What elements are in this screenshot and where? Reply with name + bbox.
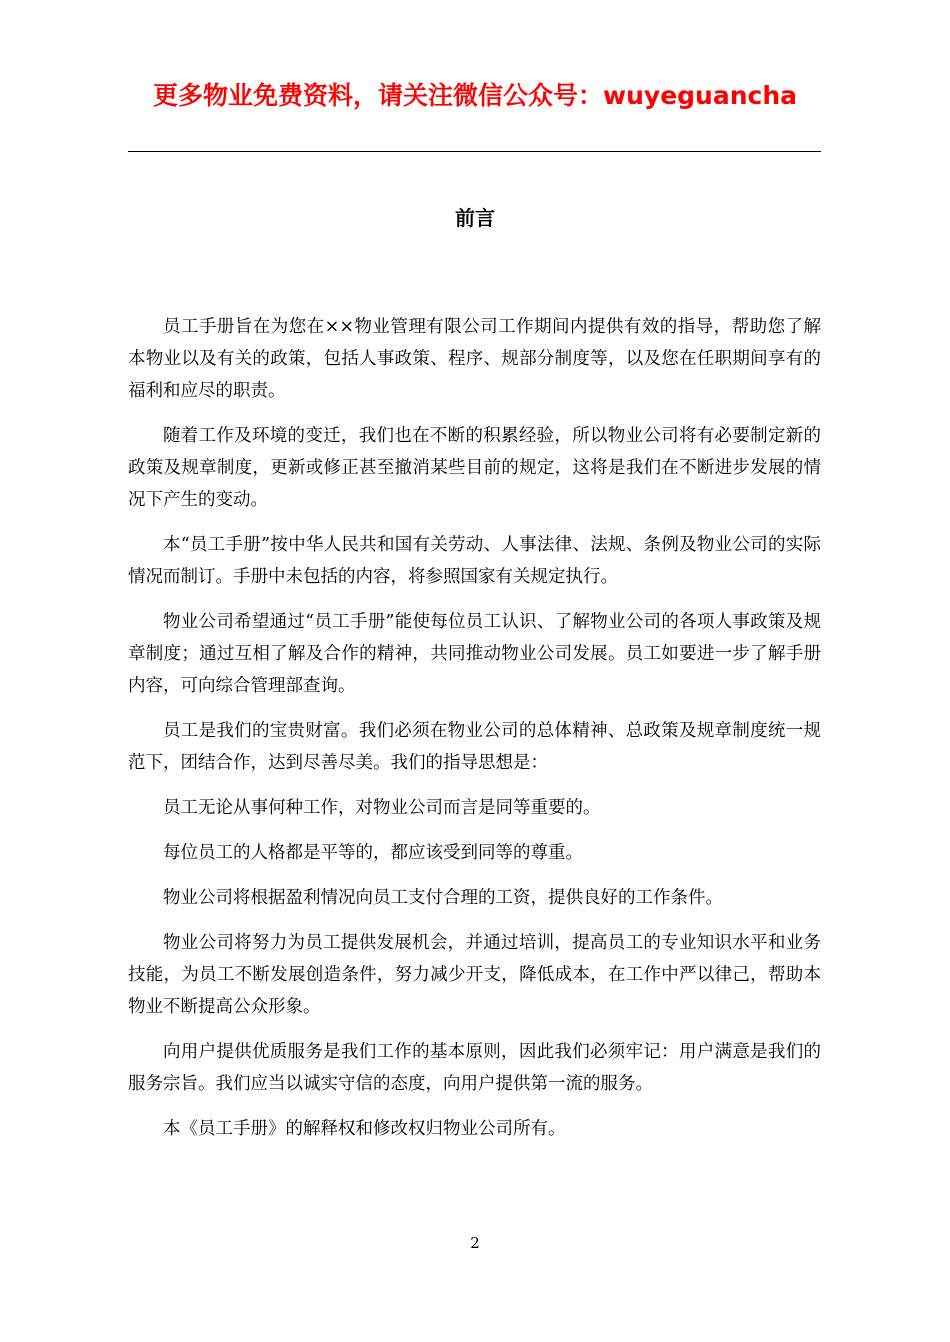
promo-banner: 更多物业免费资料，请关注微信公众号：wuyeguancha xyxy=(153,81,797,110)
paragraph: 物业公司将根据盈利情况向员工支付合理的工资，提供良好的工作条件。 xyxy=(163,888,723,908)
preface-body xyxy=(128,311,821,1158)
paragraph: 员工无论从事何种工作，对物业公司而言是同等重要的。 xyxy=(163,798,601,818)
page-number: 2 xyxy=(470,1234,480,1252)
paragraph: 员工手册旨在为您在××物业管理有限公司工作期间内提供有效的指导，帮助您了解本物业以及有关的政策，包括人事政策、程序、规部分制度等，以及您在任职期间享有的福利和应尽的职责。 xyxy=(128,317,821,401)
header-divider xyxy=(128,151,821,152)
paragraph: 物业公司将努力为员工提供发展机会，并通过培训，提高员工的专业知识水平和业务技能，为员工不断发展创造条件，努力减少开支，降低成本，在工作中严以律己，帮助本物业不断提高公众形象。 xyxy=(128,933,821,1017)
paragraph: 向用户提供优质服务是我们工作的基本原则，因此我们必须牢记：用户满意是我们的服务宗旨。我们应当以诚实守信的态度，向用户提供第一流的服务。 xyxy=(128,1042,821,1094)
paragraph: 物业公司希望通过“员工手册”能使每位员工认识、了解物业公司的各项人事政策及规章制度；通过互相了解及合作的精神，共同推动物业公司发展。员工如要进一步了解手册内容，可向综合管理部查询。 xyxy=(128,612,821,696)
paragraph: 员工是我们的宝贵财富。我们必须在物业公司的总体精神、总政策及规章制度统一规范下，团结合作，达到尽善尽美。我们的指导思想是： xyxy=(128,721,821,773)
page-title: 前言 xyxy=(455,206,495,230)
paragraph: 随着工作及环境的变迁，我们也在不断的积累经验，所以物业公司将有必要制定新的政策及规章制度，更新或修正甚至撤消某些目前的规定，这将是我们在不断进步发展的情况下产生的变动。 xyxy=(128,426,821,510)
paragraph: 每位员工的人格都是平等的，都应该受到同等的尊重。 xyxy=(163,843,583,863)
paragraph: 本“员工手册”按中华人民共和国有关劳动、人事法律、法规、条例及物业公司的实际情况而制订。手册中未包括的内容，将参照国家有关规定执行。 xyxy=(128,535,821,587)
paragraph: 本《员工手册》的解释权和修改权归物业公司所有。 xyxy=(163,1119,566,1139)
